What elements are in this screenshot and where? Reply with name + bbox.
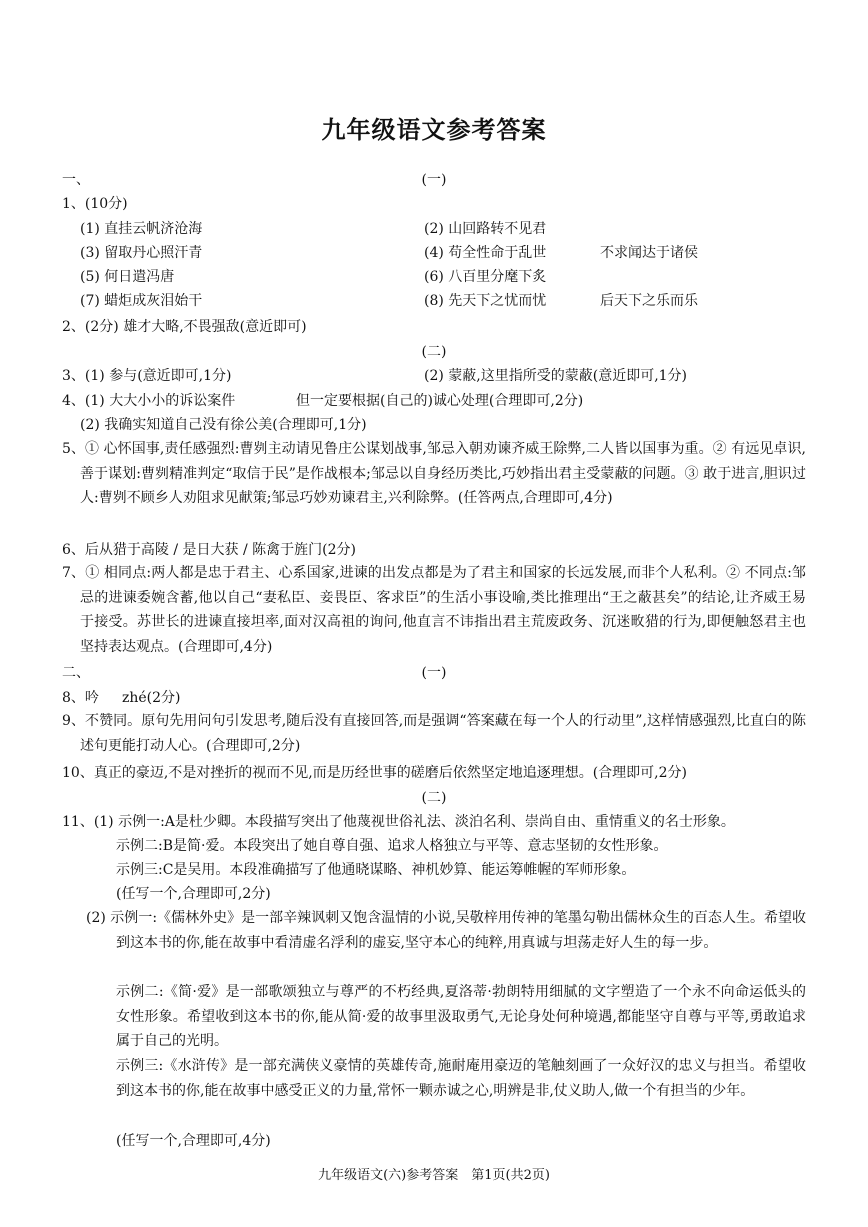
part2-label: 二、 <box>62 665 90 681</box>
q11-example-2: 示例二:B是简·爱。本段突出了她自尊自强、追求人格独立与平等、意志坚韧的女性形象。 <box>116 838 668 854</box>
q1-answer-2: (2) 山回路转不见君 <box>424 221 547 237</box>
part1-section1-heading: (一) <box>421 172 447 188</box>
q11-example-3: 示例三:C是吴用。本段准确描写了他通晓谋略、神机妙算、能运筹帷幄的军师形象。 <box>116 862 636 878</box>
q6-answer: 6、后从猎于高陵 / 是日大获 / 陈禽于旌门(2分) <box>62 542 356 558</box>
q9-answer-text: 9、不赞同。原句先用问句引发思考,随后没有直接回答,而是强调“答案藏在每一个人的行动里”,这样情感强烈,比直白的陈述句更能打动人心。(合理即可,2分) <box>62 713 806 754</box>
part1-label: 一、 <box>62 172 90 188</box>
q1-answer-3: (3) 留取丹心照汗青 <box>80 245 203 261</box>
q8-answer-char: 8、吟 <box>62 690 99 706</box>
q11-part2-example-1-text: (2) 示例一:《儒林外史》是一部辛辣讽刺又饱含温情的小说,吴敬梓用传神的笔墨勾勒出儒林众生的百态人生。希望收到这本书的你,能在故事中看清虚名浮利的虚妄,坚守本心的纯粹,用真诚与坦荡走好人生的每一步。 <box>86 910 806 951</box>
q1-answer-1: (1) 直挂云帆济沧海 <box>80 221 203 237</box>
q4-answer-1: 4、(1) 大大小小的诉讼案件 <box>62 393 236 409</box>
q9-answer <box>62 709 806 758</box>
q1-answer-5: (5) 何日遣冯唐 <box>80 269 175 285</box>
q11-heading: 11、(1) 示例一:A是杜少卿。本段描写突出了他蔑视世俗礼法、淡泊名利、崇尚自由、重情重义的名士形象。 <box>62 814 735 830</box>
q1-answer-8a: (8) 先天下之忧而忧 <box>424 293 547 309</box>
q7-answer-text: 7、① 相同点:两人都是忠于君主、心系国家,进谏的出发点都是为了君主和国家的长远发展,而非个人私利。② 不同点:邹忌的进谏委婉含蓄,他以自己“妻私臣、妾畏臣、客求臣”的生活小事设喻,类比推理出“王之蔽甚矣”的结论,让齐威王易于接受。苏世长的进谏直接坦率,面对汉高祖的询问,他直言不讳指出君主荒废政务、沉迷畋猎的行为,即便触怒君主也坚持表达观点。(合理即可,4分) <box>62 565 806 655</box>
q7-answer <box>62 561 806 659</box>
page-footer: 九年级语文(六)参考答案 第1页(共2页) <box>318 1168 550 1183</box>
q11-note-1: (任写一个,合理即可,2分) <box>116 886 271 902</box>
q1-answer-4a: (4) 苟全性命于乱世 <box>424 245 547 261</box>
q1-answer-6: (6) 八百里分麾下炙 <box>424 269 547 285</box>
q1-answer-8b: 后天下之乐而乐 <box>600 293 698 309</box>
q3-answer-1: 3、(1) 参与(意近即可,1分) <box>62 368 232 384</box>
part2-section2-heading: (二) <box>421 790 447 806</box>
part1-section2-heading: (二) <box>421 344 447 360</box>
q8-answer-pinyin: zhé(2分) <box>122 690 181 706</box>
q3-answer-2: (2) 蒙蔽,这里指所受的蒙蔽(意近即可,1分) <box>424 368 688 384</box>
q10-answer: 10、真正的豪迈,不是对挫折的视而不见,而是历经世事的磋磨后依然坚定地追逐理想。(合理即可,2分) <box>62 765 687 781</box>
q1-heading: 1、(10分) <box>62 196 128 212</box>
q1-answer-4b: 不求闻达于诸侯 <box>600 245 698 261</box>
q11-part2-example-3: 示例三:《水浒传》是一部充满侠义豪情的英雄传奇,施耐庵用豪迈的笔触刻画了一众好汉的忠义与担当。希望收到这本书的你,能在故事中感受正义的力量,常怀一颗赤诚之心,明辨是非,仗义助人,做一个有担当的少年。 <box>116 1058 806 1099</box>
q4-answer-2: (2) 我确实知道自己没有徐公美(合理即可,1分) <box>80 417 367 433</box>
q4-answer-1-cont: 但一定要根据(自己的)诚心处理(合理即可,2分) <box>296 393 584 409</box>
part2-section1-heading: (一) <box>421 665 447 681</box>
q11-note-2: (任写一个,合理即可,4分) <box>116 1133 271 1149</box>
q5-answer <box>62 437 806 511</box>
q11-part2-example-2: 示例二:《简·爱》是一部歌颂独立与尊严的不朽经典,夏洛蒂·勃朗特用细腻的文字塑造了一个永不向命运低头的女性形象。希望收到这本书的你,能从简·爱的故事里汲取勇气,无论身处何种境遇,都能坚守自尊与平等,勇敢追求属于自己的光明。 <box>116 984 806 1050</box>
q1-answer-7: (7) 蜡炬成灰泪始干 <box>80 293 203 309</box>
q11-part2-example-1 <box>86 906 806 955</box>
q2-answer: 2、(2分) 雄才大略,不畏强敌(意近即可) <box>62 319 307 335</box>
page-title: 九年级语文参考答案 <box>321 115 547 144</box>
q5-answer-text: 5、① 心怀国事,责任感强烈:曹刿主动请见鲁庄公谋划战事,邹忌入朝劝谏齐威王除弊,二人皆以国事为重。② 有远见卓识,善于谋划:曹刿精准判定“取信于民”是作战根本;邹忌以自身经历类比,巧妙指出君主受蒙蔽的问题。③ 敢于进言,胆识过人:曹刿不顾乡人劝阻求见献策;邹忌巧妙劝谏君主,兴利除弊。(任答两点,合理即可,4分) <box>62 441 806 507</box>
